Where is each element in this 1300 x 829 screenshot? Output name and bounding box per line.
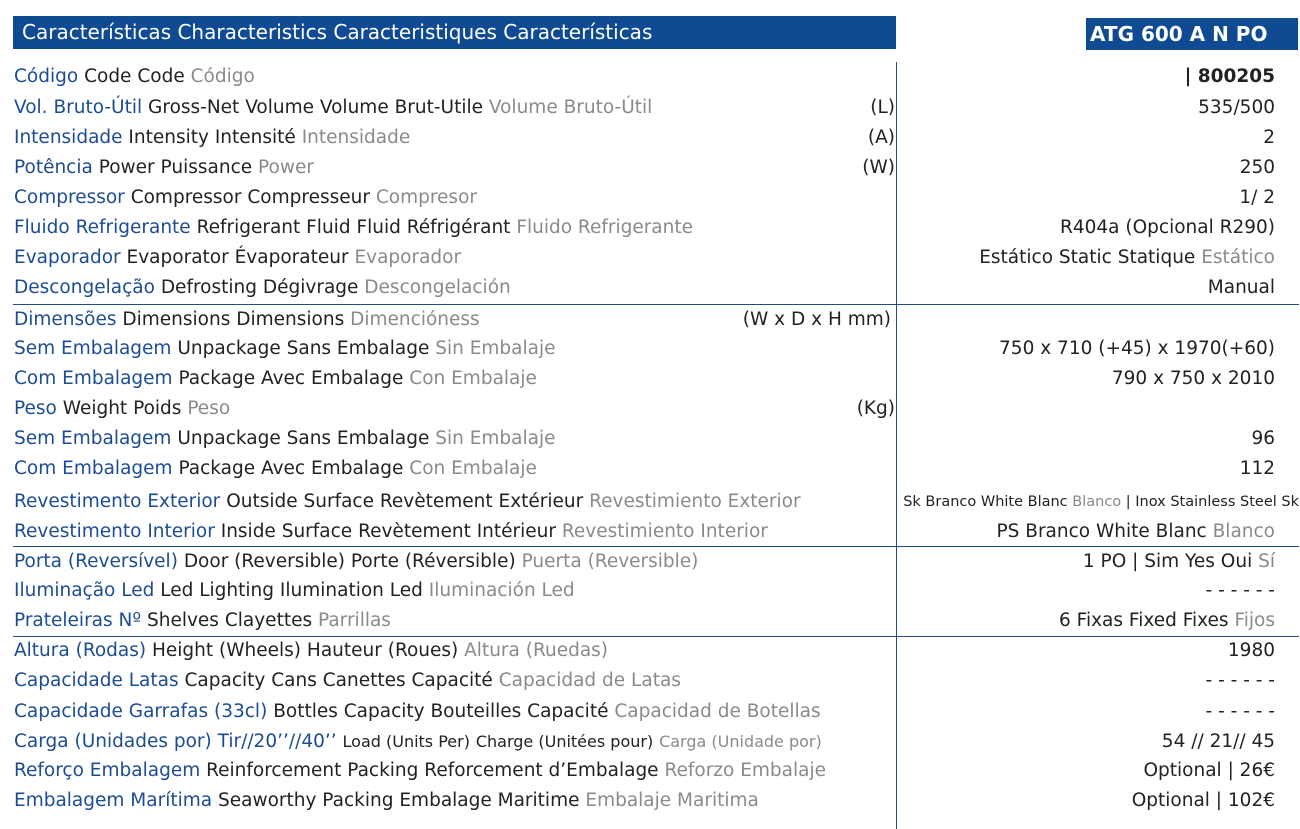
label-es: Power [258, 157, 314, 178]
value-a-es: Blanco [1212, 521, 1275, 542]
row-value [1251, 424, 1275, 454]
label-es: Reforzo Embalaje [664, 760, 827, 781]
label-en: Power [98, 157, 155, 178]
row-value [1132, 786, 1275, 816]
row-unit: (L) [870, 97, 895, 118]
label-pt: Intensidade [14, 127, 123, 148]
row-value [996, 517, 1275, 547]
label-en: Capacity Cans [184, 670, 317, 691]
label-fr: Évaporateur [234, 247, 349, 268]
value-text: R404a (Opcional R290) [1060, 217, 1275, 238]
row-value [1060, 213, 1275, 243]
label-pt: Com Embalagem [14, 368, 173, 389]
row-label [14, 394, 230, 424]
value-text: 1980 [1227, 640, 1275, 661]
row-label [14, 153, 314, 183]
label-pt: Capacidade Garrafas (33cl) [14, 701, 268, 722]
row-value [1240, 454, 1275, 484]
label-en: Gross-Net Volume [148, 97, 314, 118]
row-label [14, 786, 759, 816]
label-en: Weight [62, 398, 128, 419]
value-text: - - - - - - [1205, 580, 1275, 601]
label-es: Intensidade [301, 127, 411, 148]
label-pt: Peso [14, 398, 57, 419]
row-label [14, 606, 391, 636]
label-en: Outside Surface [226, 491, 374, 512]
label-en: Package [178, 458, 256, 479]
label-en: Refrigerant Fluid [196, 217, 351, 238]
label-es: Sin Embalaje [435, 338, 556, 359]
label-es: Capacidad de Botellas [614, 701, 821, 722]
label-pt: Embalagem Marítima [14, 790, 213, 811]
value-text: Manual [1207, 277, 1275, 298]
label-fr: Charge (Unitées pour) [475, 732, 654, 751]
label-es: Descongelación [364, 277, 511, 298]
row-label [14, 424, 556, 454]
label-pt: Capacidade Latas [14, 670, 179, 691]
label-en: Package [178, 368, 256, 389]
label-en: Reinforcement Packing [206, 760, 419, 781]
row-label [14, 576, 575, 606]
table-row [0, 576, 1300, 606]
label-pt: Revestimento Interior [14, 521, 215, 542]
label-en: Defrosting [160, 277, 257, 298]
label-fr: Avec Embalage [261, 368, 404, 389]
label-en: Compressor [130, 187, 242, 208]
table-row [0, 334, 1300, 364]
value-fr: Statique [1117, 247, 1196, 268]
row-value [1083, 547, 1275, 577]
label-es: Dimencióness [350, 309, 480, 330]
label-pt: Iluminação Led [14, 580, 155, 601]
table-row [0, 273, 1300, 303]
label-pt: Evaporador [14, 247, 121, 268]
row-unit: (W x D x H mm) [742, 309, 891, 330]
table-row [0, 517, 1300, 547]
row-label [14, 756, 826, 786]
label-es: Iluminación Led [428, 580, 575, 601]
value-text: 96 [1251, 428, 1275, 449]
label-fr: Dégivrage [262, 277, 359, 298]
label-es: Embalaje Maritima [585, 790, 759, 811]
row-value [1112, 364, 1275, 394]
row-label [14, 62, 255, 92]
row-value [1143, 756, 1275, 786]
label-es: Revestimiento Interior [561, 521, 768, 542]
label-en: Code [84, 66, 132, 87]
label-fr: Code [137, 66, 185, 87]
label-fr: Volume Brut-Utile [319, 97, 483, 118]
value-pt: Estático [979, 247, 1054, 268]
label-fr: Porte (Réversible) [350, 551, 516, 572]
label-fr: Reforcement d’Embalage [424, 760, 659, 781]
label-fr: Embalage Maritime [399, 790, 580, 811]
value-a-es: Blanco [1072, 494, 1122, 510]
row-label [14, 697, 821, 727]
table-row [0, 213, 1300, 243]
row-value [979, 243, 1275, 273]
row-label [14, 273, 511, 303]
label-pt: Reforço Embalagem [14, 760, 201, 781]
label-en: Bottles Capacity [273, 701, 425, 722]
row-value [1208, 273, 1275, 303]
label-pt: Compressor [14, 187, 125, 208]
value-text: - - - - - - [1205, 670, 1275, 691]
label-pt: Dimensões [14, 309, 117, 330]
label-es: Volume Bruto-Útil [488, 97, 653, 118]
row-label [14, 305, 480, 335]
label-es: Altura (Ruedas) [464, 640, 609, 661]
label-pt: Descongelação [14, 277, 155, 298]
label-fr: Poids [133, 398, 182, 419]
label-pt: Porta (Reversível) [14, 551, 178, 572]
table-row [0, 153, 1300, 183]
row-value [999, 334, 1275, 364]
row-unit: (Kg) [856, 398, 895, 419]
row-value [1240, 153, 1275, 183]
value-text: 250 [1239, 157, 1275, 178]
label-en: Unpackage [177, 338, 281, 359]
label-en: Inside Surface [220, 521, 353, 542]
value-text: 112 [1239, 458, 1275, 479]
value-text: 535/500 [1198, 97, 1275, 118]
characteristics-header [13, 16, 896, 49]
label-pt: Vol. Bruto-Útil [14, 97, 143, 118]
model-name: ATG 600 A N PO [1090, 22, 1268, 46]
label-pt: Sem Embalagem [14, 428, 172, 449]
label-es: Carga (Unidade por) [659, 732, 822, 751]
table-row [0, 666, 1300, 696]
label-en: Load (Units Per) [342, 732, 470, 751]
table-row [0, 636, 1300, 666]
label-fr: Clayettes [224, 610, 313, 631]
row-label [14, 454, 537, 484]
label-en: Intensity [128, 127, 209, 148]
table-row [0, 305, 1300, 335]
value-en: Static [1058, 247, 1112, 268]
label-es: Capacidad de Latas [498, 670, 681, 691]
label-fr: Avec Embalage [261, 458, 404, 479]
row-value [1059, 606, 1275, 636]
value-text: 54 // 21// 45 [1161, 731, 1275, 752]
row-label [14, 183, 477, 213]
value-text: 790 x 750 x 2010 [1111, 368, 1275, 389]
label-fr: Hauteur (Roues) [306, 640, 459, 661]
table-row [0, 697, 1300, 727]
label-fr: Sans Embalage [286, 338, 430, 359]
table-row [0, 454, 1300, 484]
label-pt: Com Embalagem [14, 458, 173, 479]
label-fr: Revètement Intérieur [358, 521, 556, 542]
value-a: 6 Fixas Fixed Fixes [1059, 610, 1229, 631]
label-fr: Fluid Réfrigérant [356, 217, 511, 238]
row-value [1206, 576, 1275, 606]
label-en: Seaworthy Packing [217, 790, 394, 811]
value-a-es: Sí [1258, 551, 1275, 572]
label-en: Unpackage [177, 428, 281, 449]
label-pt: Altura (Rodas) [14, 640, 147, 661]
value-text: 2 [1263, 127, 1275, 148]
table-row [0, 727, 1300, 757]
row-value [1239, 183, 1275, 213]
row-unit: (W) [862, 157, 895, 178]
value-text: | 800205 [1184, 66, 1275, 87]
label-pt: Prateleiras Nº [14, 610, 142, 631]
row-label [14, 517, 768, 547]
table-row [0, 786, 1300, 816]
label-es: Fluido Refrigerante [516, 217, 694, 238]
label-es: Con Embalaje [409, 458, 537, 479]
value-a: 1 PO | Sim Yes Oui [1082, 551, 1253, 572]
row-label [14, 123, 410, 153]
row-value [1162, 727, 1275, 757]
table-row [0, 424, 1300, 454]
row-value [1198, 93, 1275, 123]
row-label [14, 487, 801, 517]
value-es: Estático [1201, 247, 1275, 268]
table-row [0, 487, 1300, 517]
row-value [1206, 666, 1275, 696]
label-fr: Puissance [160, 157, 253, 178]
row-label [14, 666, 681, 696]
label-en: Led Lighting [160, 580, 275, 601]
model-header [1086, 18, 1298, 50]
label-es: Revestimiento Exterior [589, 491, 801, 512]
label-fr: Canettes Capacité [322, 670, 493, 691]
label-fr: Sans Embalage [286, 428, 430, 449]
label-en: Shelves [146, 610, 219, 631]
row-value [1206, 697, 1275, 727]
value-text: - - - - - - [1205, 701, 1275, 722]
row-label [14, 727, 822, 757]
row-unit: (A) [867, 127, 895, 148]
row-label [14, 334, 556, 364]
label-pt: Sem Embalagem [14, 338, 172, 359]
value-text: 1/ 2 [1239, 187, 1275, 208]
table-row [0, 93, 1300, 123]
label-pt: Revestimento Exterior [14, 491, 221, 512]
label-pt: Código [14, 66, 79, 87]
label-es: Compresor [375, 187, 477, 208]
label-es: Sin Embalaje [435, 428, 556, 449]
label-fr: Bouteilles Capacité [430, 701, 609, 722]
table-row [0, 394, 1300, 424]
label-es: Con Embalaje [409, 368, 537, 389]
row-label [14, 364, 537, 394]
label-pt: Potência [14, 157, 93, 178]
row-value [1185, 62, 1275, 92]
row-value [1263, 123, 1275, 153]
row-label [14, 243, 461, 273]
label-es: Peso [187, 398, 231, 419]
label-fr: Revètement Extérieur [379, 491, 584, 512]
label-en: Height (Wheels) [151, 640, 302, 661]
label-es: Evaporador [354, 247, 462, 268]
label-en: Dimensions [122, 309, 231, 330]
label-en: Evaporator [126, 247, 229, 268]
label-en: Door (Reversible) [183, 551, 346, 572]
value-b: | Inox Stainless Steel Sk [1125, 494, 1299, 510]
table-row [0, 243, 1300, 273]
label-es: Código [190, 66, 255, 87]
value-a-es: Fijos [1234, 610, 1275, 631]
row-label [14, 636, 608, 666]
row-label [14, 547, 698, 577]
header-title: Características Characteristics Caracteristiques Características [22, 20, 653, 44]
table-row [0, 123, 1300, 153]
label-fr: Dimensions [236, 309, 345, 330]
label-es: Parrillas [318, 610, 391, 631]
label-fr: Ilumination Led [279, 580, 423, 601]
table-row [0, 62, 1300, 92]
value-text: Optional | 102€ [1131, 790, 1275, 811]
table-row [0, 606, 1300, 636]
table-row [0, 183, 1300, 213]
value-text: Optional | 26€ [1143, 760, 1275, 781]
table-row [0, 364, 1300, 394]
table-row [0, 756, 1300, 786]
label-pt: Fluido Refrigerante [14, 217, 191, 238]
label-pt: Carga (Unidades por) Tir//20’’//40’’ [14, 731, 337, 752]
row-value [903, 487, 1299, 517]
table-row [0, 547, 1300, 577]
row-value [1228, 636, 1275, 666]
label-fr: Intensité [214, 127, 296, 148]
value-text: 750 x 710 (+45) x 1970(+60) [999, 338, 1275, 359]
label-fr: Compresseur [247, 187, 370, 208]
value-a: Sk Branco White Blanc [903, 494, 1068, 510]
row-label [14, 93, 652, 123]
label-es: Puerta (Reversible) [521, 551, 699, 572]
value-a: PS Branco White Blanc [996, 521, 1207, 542]
row-label [14, 213, 693, 243]
